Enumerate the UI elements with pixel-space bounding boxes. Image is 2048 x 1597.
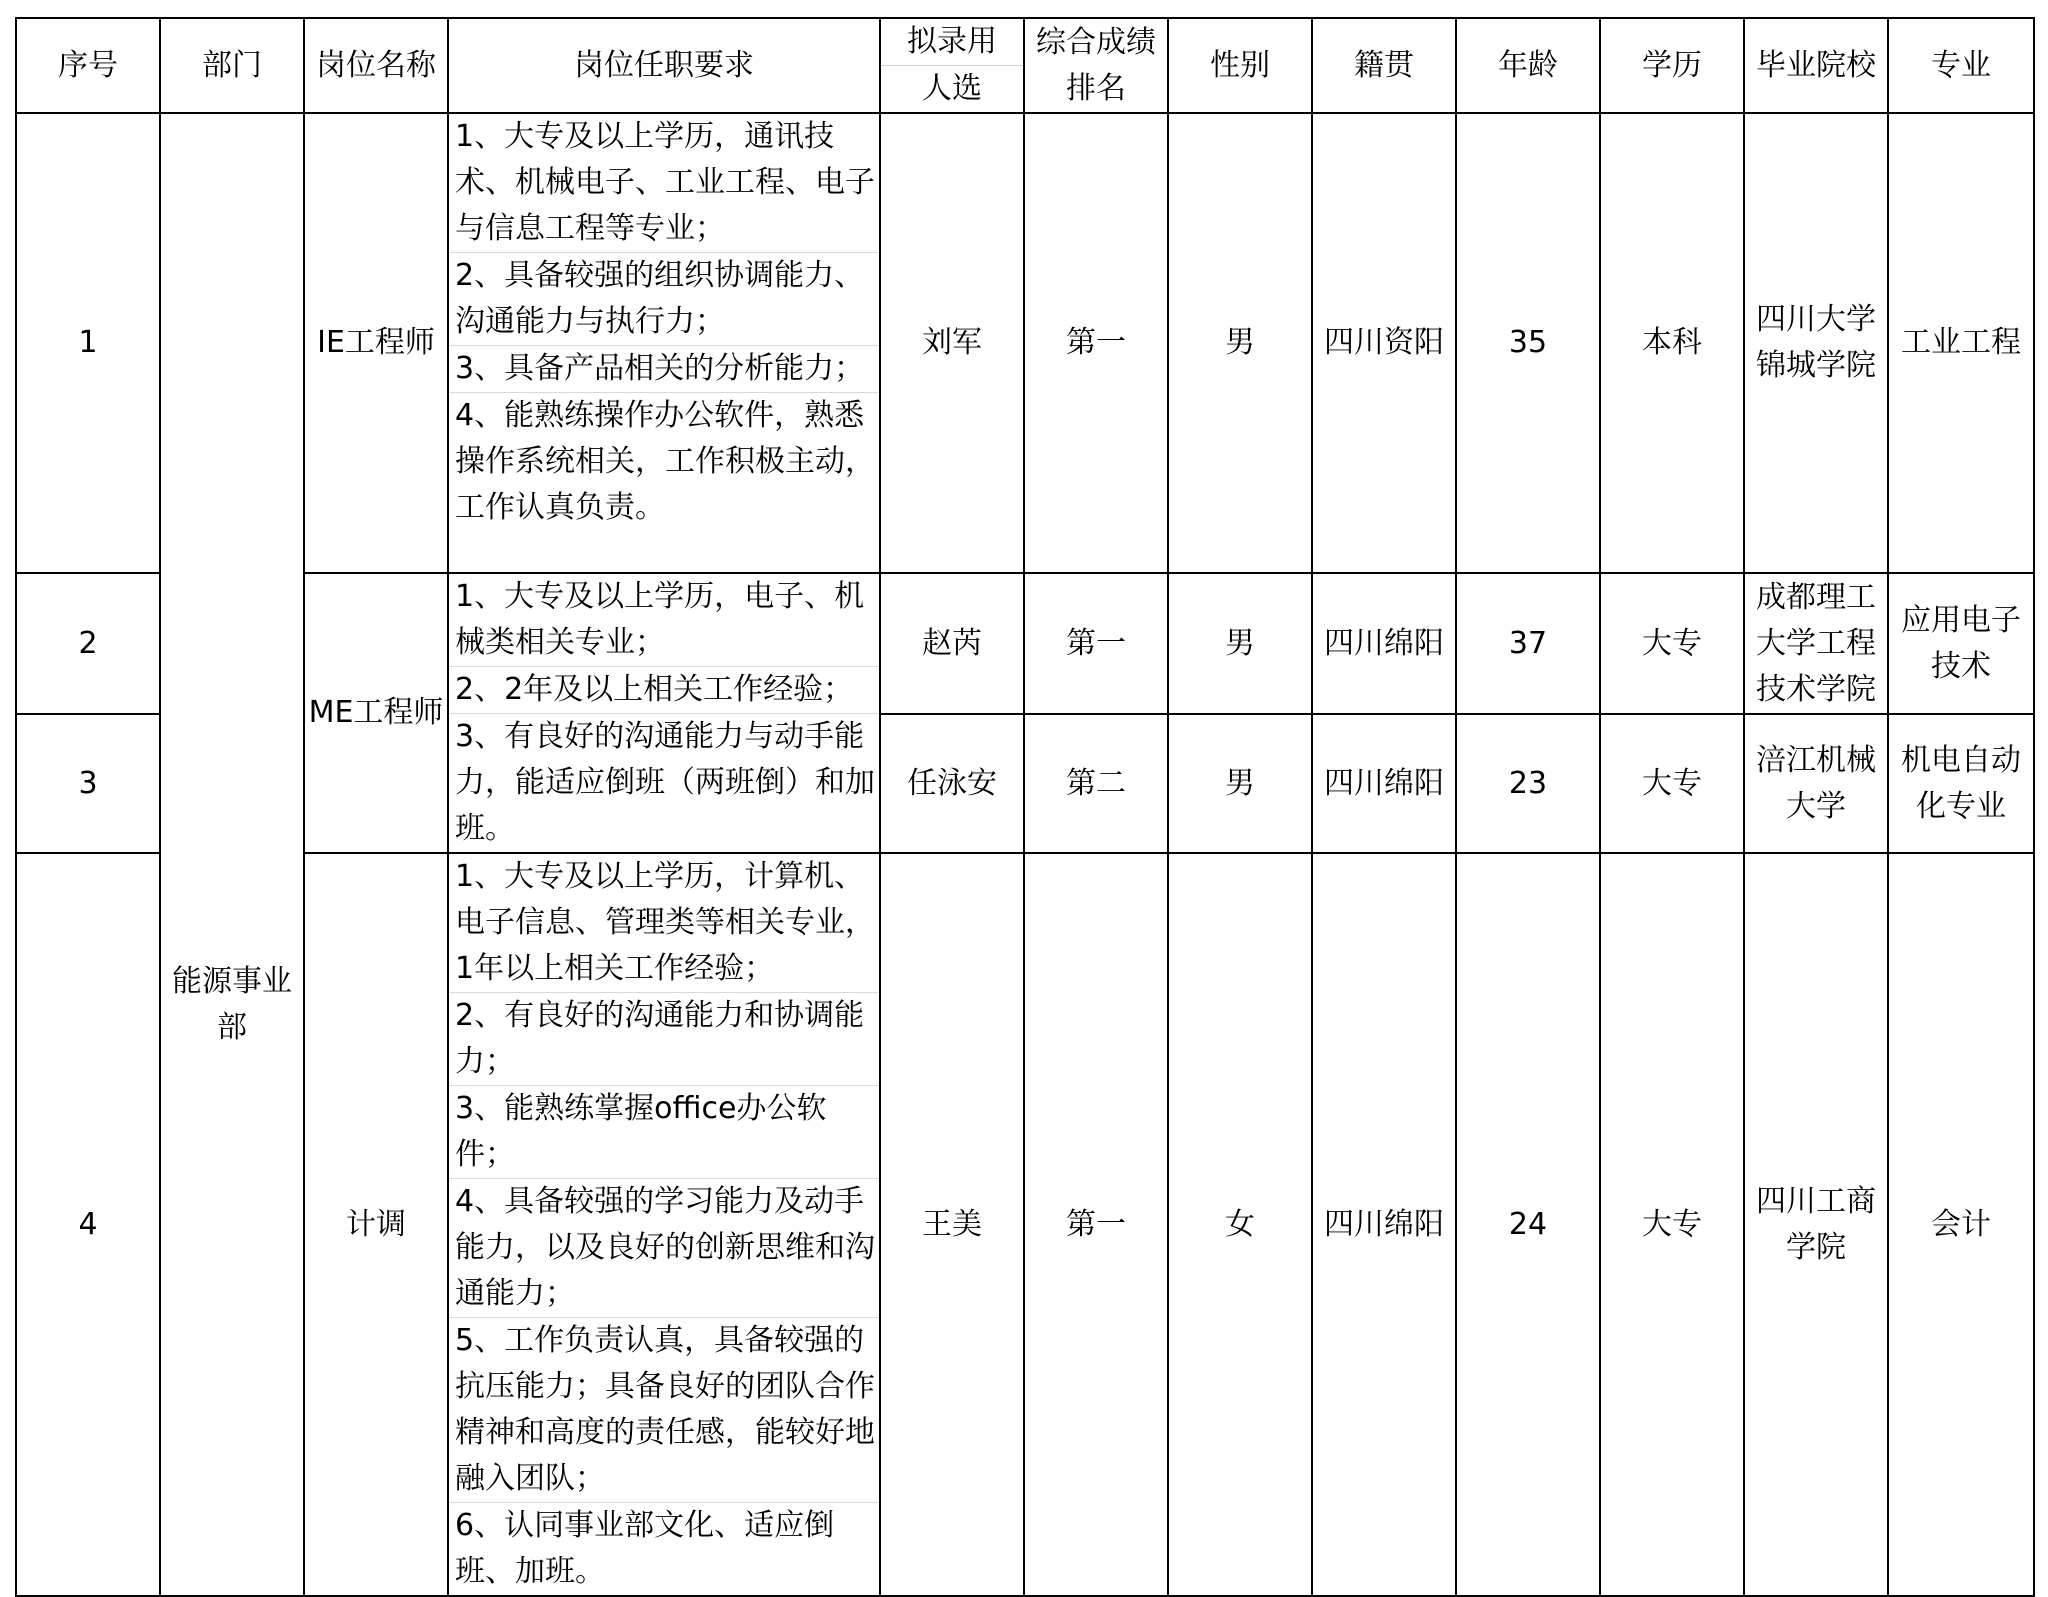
position-planner: 计调 [304,853,448,1596]
req-planner-3: 3、能熟练掌握office办公软件； [449,1085,879,1178]
req-planner-2: 2、有良好的沟通能力和协调能力； [449,992,879,1085]
row2-education: 大专 [1600,573,1744,714]
row1-gender: 男 [1168,113,1312,573]
row1-rank: 第一 [1024,113,1168,573]
header-row [16,18,2034,113]
row4-age: 24 [1456,853,1600,1596]
header-rank [1024,18,1168,113]
requirements-me [448,573,880,853]
position-me: ME工程师 [304,573,448,853]
req-me-2: 2、2年及以上相关工作经验； [449,666,879,713]
row4-school: 四川工商学院 [1744,853,1888,1596]
header-requirements: 岗位任职要求 [448,18,880,113]
row4-education: 大专 [1600,853,1744,1596]
row3-school: 涪江机械大学 [1744,714,1888,853]
req-planner-6: 6、认同事业部文化、适应倒班、加班。 [449,1502,879,1595]
header-dept: 部门 [160,18,304,113]
row1-school: 四川大学锦城学院 [1744,113,1888,573]
row2-gender: 男 [1168,573,1312,714]
table-row [16,573,2034,714]
req-planner-1: 1、大专及以上学历，计算机、电子信息、管理类等相关专业，1年以上相关工作经验； [455,859,875,986]
row3-candidate: 任泳安 [880,714,1024,853]
recruitment-table [15,17,2035,1597]
req-planner-5: 5、工作负责认真，具备较强的抗压能力；具备良好的团队合作精神和高度的责任感，能较好地融入团队； [449,1317,879,1502]
header-origin: 籍贯 [1312,18,1456,113]
row4-major: 会计 [1888,853,2034,1596]
row2-origin: 四川绵阳 [1312,573,1456,714]
header-rank-line1: 综合成绩 [1036,24,1156,60]
req-ie-1: 1、大专及以上学历，通讯技术、机械电子、工业工程、电子与信息工程等专业； [455,119,875,246]
req-ie-2: 2、具备较强的组织协调能力、沟通能力与执行力； [449,252,879,345]
req-planner-4: 4、具备较强的学习能力及动手能力，以及良好的创新思维和沟通能力； [449,1178,879,1317]
row3-gender: 男 [1168,714,1312,853]
row4-origin: 四川绵阳 [1312,853,1456,1596]
department-label: 能源事业部 [172,963,292,1045]
row3-major: 机电自动化专业 [1888,714,2034,853]
row4-gender: 女 [1168,853,1312,1596]
row2-candidate: 赵芮 [880,573,1024,714]
requirements-planner [448,853,880,1596]
row2-seq: 2 [16,573,160,714]
header-candidate-line1: 拟录用 [907,24,997,59]
table-row [16,853,2034,1596]
header-school: 毕业院校 [1744,18,1888,113]
header-candidate [880,18,1024,113]
row4-rank: 第一 [1024,853,1168,1596]
row4-seq: 4 [16,853,160,1596]
position-ie: IE工程师 [304,113,448,573]
row3-education: 大专 [1600,714,1744,853]
row2-age: 37 [1456,573,1600,714]
row2-school: 成都理工大学工程技术学院 [1744,573,1888,714]
header-candidate-line2: 人选 [881,65,1023,112]
table-row [16,113,2034,573]
header-seq: 序号 [16,18,160,113]
header-rank-line2: 排名 [1066,70,1126,106]
row2-major: 应用电子技术 [1888,573,2034,714]
req-me-3: 3、有良好的沟通能力与动手能力，能适应倒班（两班倒）和加班。 [449,713,879,852]
header-age: 年龄 [1456,18,1600,113]
header-major: 专业 [1888,18,2034,113]
req-me-1: 1、大专及以上学历，电子、机械类相关专业； [455,579,865,660]
header-position: 岗位名称 [304,18,448,113]
requirements-ie [448,113,880,573]
req-ie-3: 3、具备产品相关的分析能力； [449,345,879,392]
header-education: 学历 [1600,18,1744,113]
req-ie-4: 4、能熟练操作办公软件，熟悉操作系统相关，工作积极主动，工作认真负责。 [449,392,879,531]
department-cell [160,113,304,1596]
row3-rank: 第二 [1024,714,1168,853]
row1-seq: 1 [16,113,160,573]
header-gender: 性别 [1168,18,1312,113]
row1-education: 本科 [1600,113,1744,573]
row2-rank: 第一 [1024,573,1168,714]
row1-major: 工业工程 [1888,113,2034,573]
row3-origin: 四川绵阳 [1312,714,1456,853]
row4-candidate: 王美 [880,853,1024,1596]
row3-age: 23 [1456,714,1600,853]
row1-age: 35 [1456,113,1600,573]
row1-origin: 四川资阳 [1312,113,1456,573]
row1-candidate: 刘军 [880,113,1024,573]
row3-seq: 3 [16,714,160,853]
